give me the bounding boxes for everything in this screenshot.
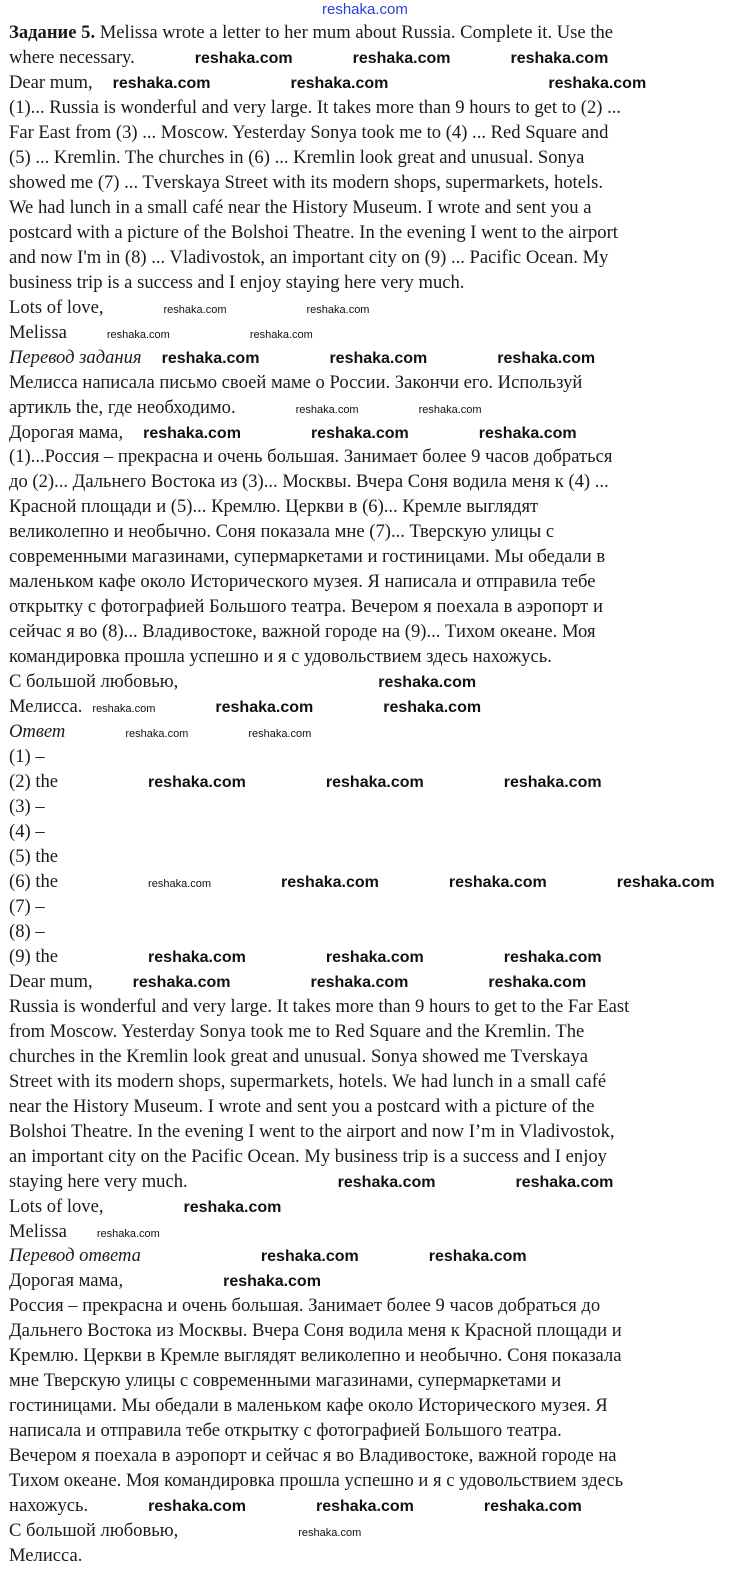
translation-line	[9, 470, 737, 495]
translation-line-text: Дальнего Востока из Москвы. Вчера Соня водила меня к Красной площади и	[9, 1320, 622, 1342]
translation-line-text: Красной площади и (5)... Кремлю. Церкви в (6)... Кремле выглядят	[9, 496, 539, 518]
letter-line	[9, 1195, 737, 1220]
watermark: reshaka.com	[325, 948, 424, 966]
letter-line	[9, 121, 737, 146]
translation-line-text: Мелисса.	[9, 1545, 83, 1567]
letter-line	[9, 1170, 737, 1195]
letter-line	[9, 1045, 737, 1070]
watermark: reshaka.com	[503, 774, 602, 792]
letter-line	[9, 146, 737, 171]
answer-item-text: (5) the	[9, 845, 59, 867]
translation-line-text: современными магазинами, супермаркетами и гостиницами. Мы обедали в	[9, 546, 606, 568]
answer-heading	[9, 720, 737, 745]
letter-line-text: Dear mum,	[9, 71, 93, 93]
translation-line	[9, 520, 737, 545]
translation-line-text: маленьком кафе около Исторического музея. Я написала и отправила тебе	[9, 571, 596, 593]
translation-line-text: Вечером я поехала в аэропорт и сейчас я во Владивостоке, важной городе на	[9, 1445, 617, 1467]
letter-line-text: near the History Museum. I wrote and sent you a postcard with a picture of the	[9, 1095, 595, 1117]
watermark: reshaka.com	[306, 303, 370, 316]
translation-line-text: Дорогая мама,	[9, 1270, 124, 1292]
watermark: reshaka.com	[337, 1173, 436, 1191]
watermark: reshaka.com	[310, 424, 409, 442]
watermark: reshaka.com	[329, 349, 428, 367]
translation-line	[9, 396, 737, 421]
letter-line-text: from Moscow. Yesterday Sonya took me to Red Square and the Kremlin. The	[9, 1020, 585, 1042]
letter-line	[9, 1145, 737, 1170]
watermark: reshaka.com	[503, 948, 602, 966]
translation-line-text: мне Тверскую улицы с современными магазинами, супермаркетами и	[9, 1370, 562, 1392]
translation-line-text: С большой любовью,	[9, 671, 179, 693]
watermark: reshaka.com	[316, 1498, 414, 1516]
answer-item-text: (1) –	[9, 746, 45, 768]
letter-line	[9, 196, 737, 221]
translation-line	[9, 570, 737, 595]
translation-line	[9, 1294, 737, 1319]
translation-line-text: сейчас я во (8)... Владивостоке, важной городе на (9)... Тихом океане. Моя	[9, 621, 596, 643]
watermark: reshaka.com	[295, 403, 359, 416]
watermark: reshaka.com	[96, 1227, 160, 1240]
task-title	[9, 21, 737, 46]
letter-line-text: Melissa	[9, 1220, 67, 1242]
watermark: reshaka.com	[148, 1498, 246, 1516]
translation-line-text: до (2)... Дальнего Востока из (3)... Москвы. Вчера Соня водила меня к (4) ...	[9, 471, 609, 493]
task-text: Melissa wrote a letter to her mum about Russia. Complete it. Use the	[95, 22, 614, 43]
letter-line-text: an important city on the Pacific Ocean. My business trip is a success and I enjoy	[9, 1145, 607, 1167]
watermark: reshaka.com	[163, 303, 227, 316]
letter-line-text: (1)... Russia is wonderful and very large. It takes more than 9 hours to get to (2) ...	[9, 96, 622, 118]
translation-line	[9, 1319, 737, 1344]
watermark: reshaka.com	[223, 1273, 321, 1291]
translation-line	[9, 695, 737, 720]
watermark: reshaka.com	[290, 74, 389, 92]
watermark: reshaka.com	[497, 349, 596, 367]
letter-line-text: postcard with a picture of the Bolshoi Theatre. In the evening I went to the airport	[9, 221, 618, 243]
answer-item	[9, 845, 737, 870]
translation-line-text: (1)...Россия – прекрасна и очень большая. Занимает более 9 часов добраться	[9, 446, 613, 468]
translation-line-text: Мелисса.	[9, 696, 83, 718]
watermark: reshaka.com	[310, 973, 409, 991]
answer-item-text: (6) the	[9, 870, 59, 892]
letter-line-text: Street with its modern shops, supermarkets, hotels. We had lunch in a small café	[9, 1070, 607, 1092]
letter-line	[9, 96, 737, 121]
translation-line-text: Дорогая мама,	[9, 421, 124, 443]
watermark: reshaka.com	[383, 699, 482, 717]
watermark: reshaka.com	[548, 74, 647, 92]
watermark: reshaka.com	[112, 74, 211, 92]
translation-line	[9, 421, 737, 446]
letter-line	[9, 246, 737, 271]
letter-line-text: Lots of love,	[9, 1195, 104, 1217]
watermark: reshaka.com	[183, 1198, 282, 1216]
watermark: reshaka.com	[418, 403, 482, 416]
answer-item-text: (7) –	[9, 895, 45, 917]
translation-line	[9, 645, 737, 670]
translation-line-text: гостиницами. Мы обедали в маленьком кафе около Исторического музея. Я	[9, 1395, 608, 1417]
watermark: reshaka.com	[249, 328, 313, 341]
document	[9, 21, 737, 1569]
translation-line-text: написала и отправила тебе открытку с фотографией Большого театра.	[9, 1420, 562, 1442]
letter-line	[9, 995, 737, 1020]
watermark: reshaka.com	[106, 328, 170, 341]
translation-line	[9, 670, 737, 695]
translation-line	[9, 1519, 737, 1544]
task-text	[9, 46, 737, 71]
translation-line	[9, 545, 737, 570]
letter-line-text: Melissa	[9, 321, 67, 343]
translation-line	[9, 1469, 737, 1494]
translation-line	[9, 445, 737, 470]
answer-item-text: (2) the	[9, 771, 59, 793]
watermark: reshaka.com	[428, 1248, 527, 1266]
translation-line	[9, 1394, 737, 1419]
watermark: reshaka.com	[215, 699, 314, 717]
translation-line-text: открытку с фотографией Большого театра. Вечером я поехала в аэропорт и	[9, 596, 603, 618]
watermark: reshaka.com	[378, 674, 477, 692]
task-translation-heading	[9, 346, 737, 371]
translation-line-text: командировка прошла успешно и я с удовольствием здесь нахожусь.	[9, 646, 552, 668]
watermark: reshaka.com	[322, 1, 408, 18]
task-letter	[9, 71, 737, 346]
letter-line	[9, 1070, 737, 1095]
watermark: reshaka.com	[483, 1498, 582, 1516]
letter-line-text: Russia is wonderful and very large. It takes more than 9 hours to get to the Far East	[9, 995, 630, 1017]
watermark: reshaka.com	[515, 1173, 614, 1191]
watermark: reshaka.com	[448, 873, 547, 891]
watermark: reshaka.com	[92, 703, 156, 716]
watermark: reshaka.com	[352, 49, 451, 67]
task-translation-heading-text: Перевод задания	[9, 346, 142, 368]
answer-letter	[9, 970, 737, 1245]
translation-line	[9, 620, 737, 645]
letter-line-text: staying here very much.	[9, 1170, 188, 1192]
answer-translation	[9, 1269, 737, 1569]
answer-item	[9, 745, 737, 770]
watermark: reshaka.com	[248, 728, 312, 741]
letter-line-text: We had lunch in a small café near the History Museum. I wrote and sent you a	[9, 196, 592, 218]
watermark: reshaka.com	[143, 424, 241, 442]
answer-translation-heading-text: Перевод ответа	[9, 1245, 141, 1267]
letter-line	[9, 171, 737, 196]
answer-item	[9, 870, 737, 895]
watermark: reshaka.com	[478, 424, 577, 442]
translation-line	[9, 1419, 737, 1444]
letter-line-text: business trip is a success and I enjoy staying here very much.	[9, 271, 465, 293]
watermark: reshaka.com	[148, 877, 212, 890]
answer-item	[9, 920, 737, 945]
translation-line	[9, 1494, 737, 1519]
watermark: reshaka.com	[161, 349, 260, 367]
letter-line	[9, 970, 737, 995]
translation-line-text: артикль the, где необходимо.	[9, 396, 236, 418]
watermark: reshaka.com	[260, 1248, 359, 1266]
translation-line	[9, 1444, 737, 1469]
letter-line	[9, 1095, 737, 1120]
letter-line	[9, 1020, 737, 1045]
letter-line	[9, 1220, 737, 1245]
answer-heading-text: Ответ	[9, 721, 66, 743]
watermark: reshaka.com	[325, 774, 424, 792]
letter-line	[9, 1120, 737, 1145]
letter-line	[9, 221, 737, 246]
letter-line-text: and now I'm in (8) ... Vladivostok, an important city on (9) ... Pacific Ocean. My	[9, 246, 609, 268]
answer-item-text: (9) the	[9, 945, 59, 967]
watermark: reshaka.com	[125, 728, 189, 741]
letter-line-text: Far East from (3) ... Moscow. Yesterday Sonya took me to (4) ... Red Square and	[9, 121, 609, 143]
watermark: reshaka.com	[194, 49, 293, 67]
translation-line	[9, 1544, 737, 1569]
answer-translation-heading	[9, 1244, 737, 1269]
translation-line-text: нахожусь.	[9, 1495, 89, 1517]
answer-item	[9, 770, 737, 795]
answer-item	[9, 945, 737, 970]
answer-item	[9, 895, 737, 920]
translation-line-text: Мелисса написала письмо своей маме о России. Закончи его. Используй	[9, 371, 583, 393]
translation-line-text: Тихом океане. Моя командировка прошла успешно и я с удовольствием здесь	[9, 1470, 624, 1492]
letter-line	[9, 71, 737, 96]
task-translation	[9, 371, 737, 721]
watermark: reshaka.com	[148, 948, 246, 966]
letter-line-text: Bolshoi Theatre. In the evening I went to the airport and now I’m in Vladivostok,	[9, 1120, 615, 1142]
letter-line	[9, 296, 737, 321]
translation-line	[9, 1344, 737, 1369]
answer-item-text: (4) –	[9, 821, 45, 842]
answer-item	[9, 820, 737, 845]
watermark: reshaka.com	[510, 49, 609, 67]
letter-line-text: Lots of love,	[9, 296, 104, 318]
letter-line-text: churches in the Kremlin look great and unusual. Sonya showed me Tverskaya	[9, 1045, 589, 1067]
watermark: reshaka.com	[298, 1527, 362, 1540]
letter-line-text: (5) ... Kremlin. The churches in (6) ... Kremlin look great and unusual. Sonya	[9, 146, 585, 168]
translation-line	[9, 1269, 737, 1294]
watermark: reshaka.com	[148, 774, 246, 792]
watermark: reshaka.com	[281, 873, 379, 891]
watermark: reshaka.com	[616, 873, 715, 891]
letter-line-text: Dear mum,	[9, 970, 93, 992]
task-label: Задание 5.	[9, 22, 96, 43]
answer-item-text: (3) –	[9, 796, 45, 818]
task-text-line: where necessary.	[9, 46, 135, 68]
translation-line-text: Кремлю. Церкви в Кремле выглядят великолепно и необычно. Соня показала	[9, 1345, 622, 1367]
watermark: reshaka.com	[132, 973, 231, 991]
translation-line-text: великолепно и необычно. Соня показала мне (7)... Тверскую улицы с	[9, 521, 555, 543]
translation-line	[9, 1369, 737, 1394]
translation-line-text: С большой любовью,	[9, 1520, 179, 1542]
letter-line-text: showed me (7) ... Tverskaya Street with its modern shops, supermarkets, hotels.	[9, 171, 604, 193]
letter-line	[9, 321, 737, 346]
answer-item	[9, 795, 737, 820]
translation-line	[9, 495, 737, 520]
watermark: reshaka.com	[488, 973, 587, 991]
letter-line	[9, 271, 737, 296]
translation-line-text: Россия – прекрасна и очень большая. Занимает более 9 часов добраться до	[9, 1295, 601, 1317]
answer-item-text: (8) –	[9, 920, 45, 942]
translation-line	[9, 371, 737, 396]
answer-list	[9, 745, 737, 970]
translation-line	[9, 595, 737, 620]
